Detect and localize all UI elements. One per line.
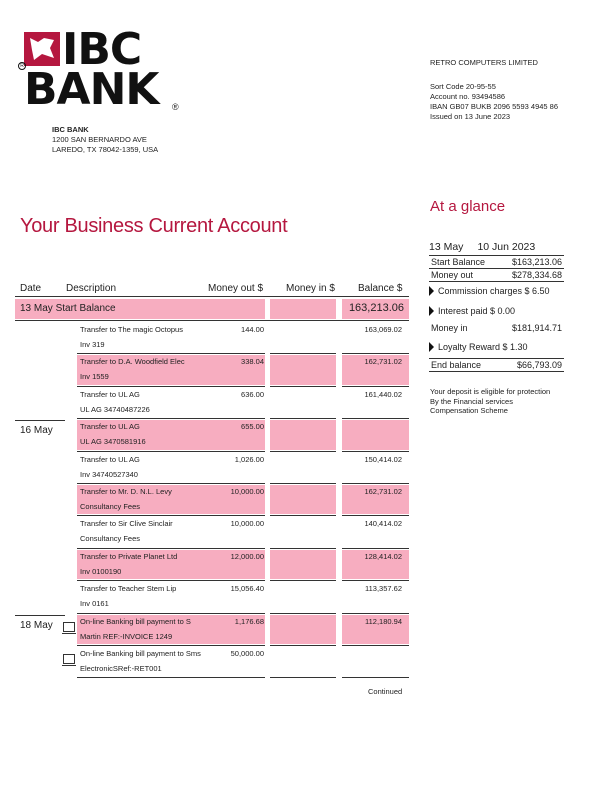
sort-code: Sort Code 20-95-55 bbox=[430, 82, 496, 91]
glance-start: Start Balance $163,213.06 bbox=[431, 257, 562, 267]
row-money-out: 50,000.00 bbox=[230, 649, 264, 658]
logo-line2: BANK bbox=[24, 64, 159, 115]
row-description: Transfer to UL AG bbox=[80, 454, 140, 464]
glance-interest: Interest paid $ 0.00 bbox=[429, 304, 564, 318]
row-description: Transfer to Private Planet Ltd bbox=[80, 551, 178, 561]
row-description: Transfer to UL AG bbox=[80, 389, 140, 399]
row-description: On-line Banking bill payment to Sms bbox=[80, 649, 201, 658]
row-reference: ElectronicSRef:-RET001 bbox=[80, 664, 162, 673]
row-balance: 113,357.62 bbox=[365, 584, 402, 594]
glance-from: 13 May bbox=[429, 241, 464, 253]
page-title: Your Business Current Account bbox=[20, 215, 288, 237]
row-reference: Inv 0100190 bbox=[80, 566, 122, 576]
row-money-out: 338.04 bbox=[241, 357, 264, 367]
account-number: Account no. 93494586 bbox=[430, 92, 506, 101]
protection-note: Your deposit is eligible for protection By the Financial services Compensation Scheme bbox=[430, 387, 551, 415]
triangle-icon bbox=[429, 342, 434, 352]
row-money-out: 636.00 bbox=[241, 389, 264, 399]
account-details bbox=[430, 58, 558, 122]
row-balance: 150,414.02 bbox=[364, 454, 402, 464]
row-reference: Inv 34740527340 bbox=[80, 469, 138, 479]
row-description: Transfer to D.A. Woodfield Elec bbox=[80, 357, 185, 367]
triangle-icon bbox=[429, 306, 434, 316]
logo-emblem bbox=[24, 32, 60, 66]
row-balance: 140,414.02 bbox=[364, 519, 402, 529]
header-money-in: Money in $ bbox=[286, 283, 335, 294]
bank-address bbox=[52, 125, 158, 155]
glance-panel bbox=[429, 241, 564, 372]
row-money-out: 12,000.00 bbox=[230, 551, 264, 561]
row-balance: 112,180.94 bbox=[365, 616, 402, 626]
continued-label: Continued bbox=[368, 687, 403, 696]
row-reference: Inv 1559 bbox=[80, 372, 109, 382]
iban: IBAN GB07 BUKB 2096 5593 4945 86 bbox=[430, 102, 559, 111]
bank-name: IBC BANK bbox=[52, 125, 89, 134]
row-money-out: 655.00 bbox=[241, 422, 264, 432]
date-label: 18 May bbox=[20, 620, 53, 631]
row-balance: 162,731.02 bbox=[364, 357, 402, 367]
row-money-out: 10,000.00 bbox=[230, 519, 264, 529]
row-reference: Consultancy Fees bbox=[80, 502, 141, 511]
row-reference: Martin REF:-INVOICE 1249 bbox=[80, 631, 173, 641]
glance-title: At a glance bbox=[430, 198, 506, 215]
row-balance: 128,414.02 bbox=[364, 551, 402, 561]
date-label: 16 May bbox=[20, 425, 53, 436]
triangle-icon bbox=[429, 286, 434, 296]
glance-out: Money out $278,334.68 bbox=[431, 270, 562, 280]
issue-date: Issued on 13 June 2023 bbox=[430, 112, 511, 121]
row-reference: Inv 0161 bbox=[80, 599, 109, 609]
row-description: Transfer to Sir Clive Sinclair bbox=[80, 519, 173, 529]
row-description: Transfer to Teacher Stem Lip bbox=[80, 584, 177, 594]
bank-address-line1: 1200 SAN BERNARDO AVE bbox=[52, 135, 147, 144]
registered-mark: ® bbox=[172, 102, 179, 112]
start-balance-value: 163,213.06 bbox=[348, 302, 404, 314]
row-reference: Inv 319 bbox=[80, 340, 105, 349]
glance-commission: Commission charges $ 6.50 bbox=[429, 284, 564, 298]
row-reference: Consultancy Fees bbox=[80, 534, 141, 544]
header-money-out: Money out $ bbox=[208, 283, 264, 294]
header-date: Date bbox=[20, 283, 42, 294]
company-name: RETRO COMPUTERS LIMITED bbox=[430, 58, 538, 67]
start-balance-label: 13 May Start Balance bbox=[20, 303, 116, 314]
row-balance: 162,731.02 bbox=[364, 487, 402, 496]
computer-icon bbox=[63, 622, 75, 632]
row-money-out: 10,000.00 bbox=[230, 487, 264, 496]
row-description: Transfer to The magic Octopus bbox=[80, 325, 183, 334]
row-money-out: 144.00 bbox=[241, 325, 264, 334]
header-balance: Balance $ bbox=[358, 283, 403, 294]
row-money-out: 1,176.68 bbox=[234, 616, 264, 626]
row-money-out: 1,026.00 bbox=[234, 454, 264, 464]
row-description: Transfer to UL AG bbox=[80, 422, 140, 432]
glance-to: 10 Jun 2023 bbox=[477, 241, 536, 253]
glance-loyalty: Loyalty Reward $ 1.30 bbox=[429, 340, 564, 354]
row-balance: 163,069.02 bbox=[364, 325, 402, 334]
row-description: On-line Banking bill payment to S bbox=[80, 616, 191, 626]
computer-icon bbox=[63, 654, 75, 664]
bank-logo: R IBC BANK ® bbox=[18, 30, 188, 120]
logo-line1: IBC bbox=[62, 24, 142, 75]
glance-end: End balance $66,793.09 bbox=[431, 360, 562, 370]
row-description: Transfer to Mr. D. N.L. Levy bbox=[80, 487, 172, 496]
row-balance: 161,440.02 bbox=[364, 389, 402, 399]
bank-address-line2: LAREDO, TX 78042-1359, USA bbox=[52, 145, 159, 154]
row-money-out: 15,056.40 bbox=[230, 584, 264, 594]
glance-in: Money in $181,914.71 bbox=[431, 323, 562, 333]
header-description: Description bbox=[66, 283, 117, 294]
row-reference: UL AG 3470581916 bbox=[80, 437, 146, 447]
row-reference: UL AG 34740487226 bbox=[80, 404, 150, 414]
